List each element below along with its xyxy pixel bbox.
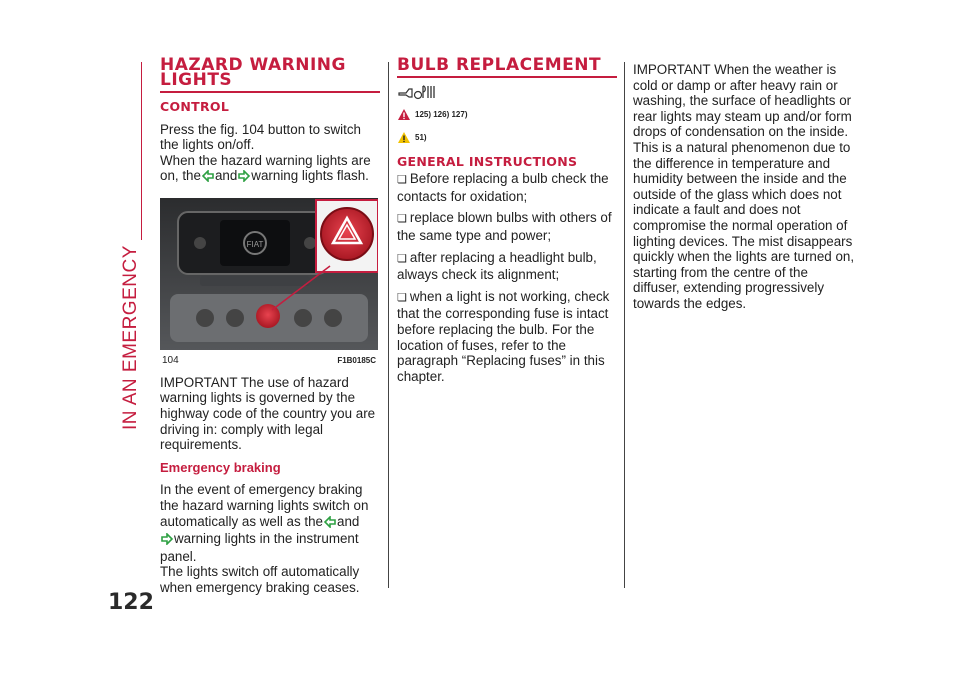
right-arrow-indicator-icon — [161, 533, 173, 549]
section-heading: HAZARD WARNING LIGHTS — [160, 55, 346, 90]
warning-references: 125) 126) 127) — [397, 107, 617, 123]
paragraph: Press the fig. 104 button to switch the lights on/off. — [160, 121, 361, 153]
section-side-title-text: IN AN EMERGENCY — [120, 245, 141, 430]
svg-text:FIAT: FIAT — [246, 239, 264, 249]
list-item: ❏ after replacing a headlight bulb, always check its alignment; — [397, 250, 617, 283]
caution-references: 51) — [397, 130, 617, 146]
figure-number: 104 — [162, 354, 179, 366]
paragraph: When the hazard warning lights are on, the and warning lights flash. — [160, 153, 380, 186]
left-arrow-indicator-icon — [324, 516, 336, 532]
dashboard-photo — [160, 198, 378, 350]
column-bulb-replacement — [397, 55, 617, 390]
paragraph: In the event of emergency braking the hazard warning lights switch on automatically as well as the and warning lights in the instrument panel. — [160, 482, 369, 564]
left-arrow-indicator-icon — [202, 170, 214, 186]
column-condensation-note — [633, 62, 855, 312]
column-divider — [624, 62, 625, 588]
section-side-title — [106, 234, 146, 434]
caution-triangle-icon — [397, 131, 411, 144]
figure-code: F1B0185C — [337, 355, 376, 365]
figure-hazard-button — [160, 198, 378, 366]
subheading-emergency-braking: Emergency braking — [160, 459, 281, 475]
list-item: ❏ replace blown bulbs with others of the same type and power; — [397, 210, 617, 243]
list-item: ❏ when a light is not working, check that the corresponding fuse is intact before replacing the bulb. For the location of fuses, refer to the paragraph “Replacing fuses” in this chapter. — [397, 289, 617, 385]
section-heading: BULB REPLACEMENT — [397, 55, 602, 75]
bulb-replacement-icon — [397, 83, 617, 105]
important-note: IMPORTANT The use of hazard warning lights is governed by the highway code of the country you are driving in: comply with legal requirements. — [160, 374, 376, 453]
side-divider — [141, 62, 142, 240]
warning-triangle-icon — [397, 108, 411, 121]
column-divider — [388, 62, 389, 588]
right-arrow-indicator-icon — [238, 170, 250, 186]
column-hazard-lights — [160, 55, 380, 596]
subheading: CONTROL — [160, 99, 230, 114]
paragraph: The lights switch off automatically when emergency braking ceases. — [160, 564, 360, 595]
list-item: ❏ Before replacing a bulb check the contacts for oxidation; — [397, 171, 617, 204]
important-note: IMPORTANT When the weather is cold or damp or after heavy rain or washing, the surface of headlights or rear lights may steam up and/or form drops of condensation on the inside. This is a natural phenomenon due to the difference in temperature and humidity between the inside and the outside of the glass which does not indicate a fault and does not compromise the normal operation of lighting devices. The mist disappears quickly when the lights are turned on, starting from the centre of the diffuser, extending progressively towards the edges. — [633, 62, 855, 311]
subheading: GENERAL INSTRUCTIONS — [397, 153, 578, 169]
page-number: 122 — [108, 590, 154, 615]
